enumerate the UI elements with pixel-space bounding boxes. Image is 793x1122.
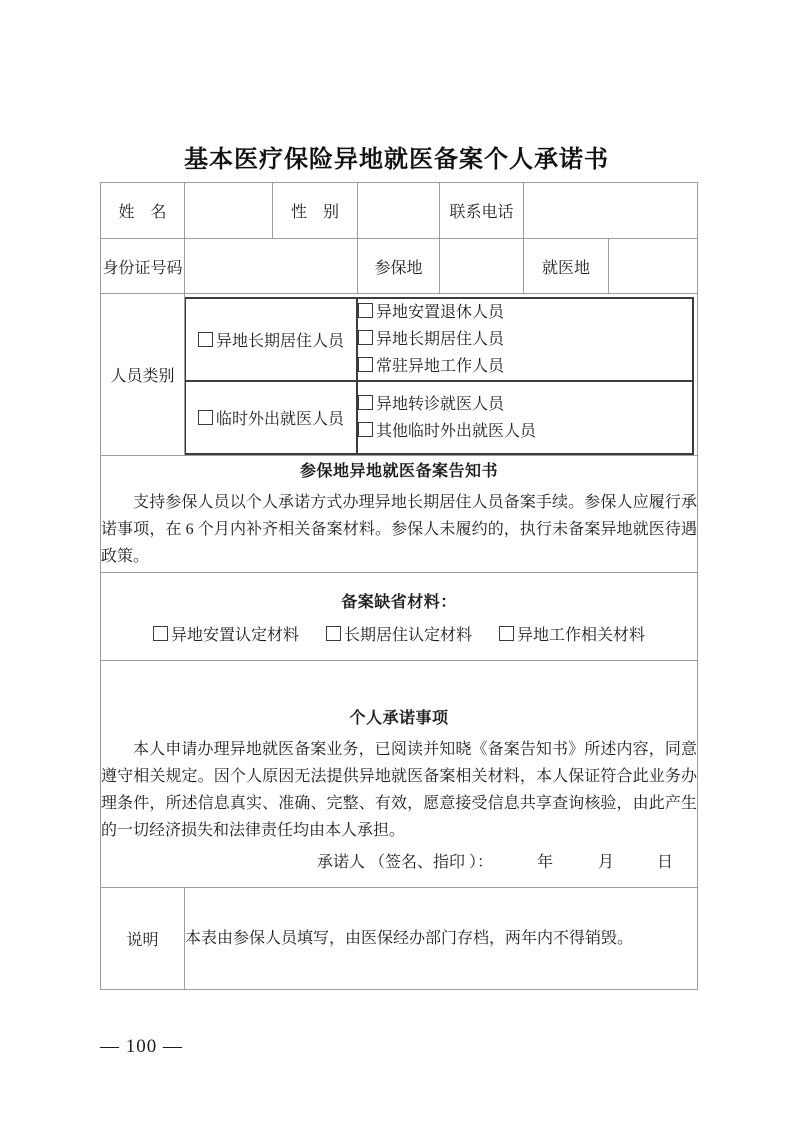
checkbox-icon xyxy=(358,303,373,318)
option-long-term-resident xyxy=(358,326,692,353)
name-label: 姓 名 xyxy=(101,183,185,239)
option-referral-treatment-label: 异地转诊就医人员 xyxy=(376,395,505,413)
temporary-outbound-label: 临时外出就医人员 xyxy=(215,411,344,428)
person-type-inner-table xyxy=(184,297,694,455)
gender-value-cell xyxy=(358,183,440,239)
page-number: — 100 — xyxy=(100,1036,183,1057)
id-number-value-cell xyxy=(185,239,358,294)
person-type-row-long-term xyxy=(185,298,693,381)
remark-text: 本表由参保人员填写，由医保经办部门存档，两年内不得销毁。 xyxy=(185,888,698,990)
long-term-resident-label: 异地长期居住人员 xyxy=(215,333,344,350)
signature-year-label: 年 xyxy=(536,854,553,871)
materials-options xyxy=(101,622,697,645)
material-option-relocation xyxy=(153,622,299,645)
notice-body: 支持参保人员以个人承诺方式办理异地长期居住人员备案手续。参保人应履行承诺事项，在 6 个月内补齐相关备案材料。参保人未履约的，执行未备案异地就医待遇政策。 xyxy=(101,494,697,565)
commitment-form-table xyxy=(100,182,698,990)
gender-label: 性 别 xyxy=(273,183,358,239)
remark-label: 说明 xyxy=(101,888,185,990)
person-type-label: 人员类别 xyxy=(101,294,185,456)
row-materials xyxy=(101,573,698,661)
person-type-options-cell xyxy=(185,294,698,456)
id-number-label: 身份证号码 xyxy=(101,239,185,294)
material-option-residence-label: 长期居住认定材料 xyxy=(343,626,472,644)
signature-line xyxy=(317,849,673,872)
material-option-residence xyxy=(326,622,472,645)
option-long-term-resident-label: 异地长期居住人员 xyxy=(376,331,505,348)
option-retired-relocated xyxy=(358,299,692,326)
checkbox-icon xyxy=(153,626,168,641)
row-notice xyxy=(101,456,698,573)
commitment-section xyxy=(101,661,698,888)
notice-heading: 参保地异地就医备案告知书 xyxy=(299,463,498,480)
checkbox-icon xyxy=(358,422,373,437)
option-other-temporary xyxy=(358,418,692,445)
notice-section xyxy=(101,456,698,573)
temporary-sub-options xyxy=(357,381,693,454)
materials-heading: 备案缺省材料： xyxy=(341,593,457,611)
phone-label: 联系电话 xyxy=(440,183,524,239)
material-option-relocation-label: 异地安置认定材料 xyxy=(170,626,299,644)
checkbox-icon xyxy=(358,357,373,372)
insured-place-label: 参保地 xyxy=(358,239,440,294)
row-name-gender-phone xyxy=(101,183,698,239)
option-stationed-worker-label: 常驻异地工作人员 xyxy=(376,358,505,375)
insured-place-value-cell xyxy=(440,239,524,294)
signature-day-label: 日 xyxy=(656,854,673,871)
checkbox-icon xyxy=(358,395,373,410)
signature-month-label: 月 xyxy=(597,854,614,871)
temporary-outbound-option xyxy=(185,381,357,454)
checkbox-icon xyxy=(499,626,514,641)
row-id-places xyxy=(101,239,698,294)
treatment-place-label: 就医地 xyxy=(524,239,609,294)
option-referral-treatment xyxy=(358,391,692,418)
name-value-cell xyxy=(185,183,273,239)
option-stationed-worker xyxy=(358,353,692,380)
checkbox-icon xyxy=(198,410,213,425)
checkbox-icon xyxy=(358,330,373,345)
materials-section xyxy=(101,573,698,661)
row-person-type xyxy=(101,294,698,456)
checkbox-icon xyxy=(198,332,213,347)
material-option-work-label: 异地工作相关材料 xyxy=(517,626,646,644)
option-retired-relocated-label: 异地安置退休人员 xyxy=(376,304,505,321)
checkbox-icon xyxy=(326,626,341,641)
row-remark xyxy=(101,888,698,990)
long-term-resident-option xyxy=(185,298,357,381)
commitment-heading: 个人承诺事项 xyxy=(349,709,449,727)
person-type-row-temporary xyxy=(185,381,693,454)
row-commitment xyxy=(101,661,698,888)
treatment-place-value-cell xyxy=(609,239,698,294)
commitment-body: 本人申请办理异地就医备案业务，已阅读并知晓《备案告知书》所述内容，同意遵守相关规定。因个人原因无法提供异地就医备案相关材料，本人保证符合此业务办理条件，所述信息真实、准确、完整、有效，愿意接受信息共享查询核验，由此产生的一切经济损失和法律责任均由本人承担。 xyxy=(101,740,697,839)
material-option-work xyxy=(499,622,645,645)
signature-label: 承诺人 （签名、指印 ）： xyxy=(316,854,493,871)
phone-value-cell xyxy=(524,183,698,239)
option-other-temporary-label: 其他临时外出就医人员 xyxy=(376,422,537,440)
long-term-sub-options xyxy=(357,298,693,381)
page-title: 基本医疗保险异地就医备案个人承诺书 xyxy=(184,147,609,173)
